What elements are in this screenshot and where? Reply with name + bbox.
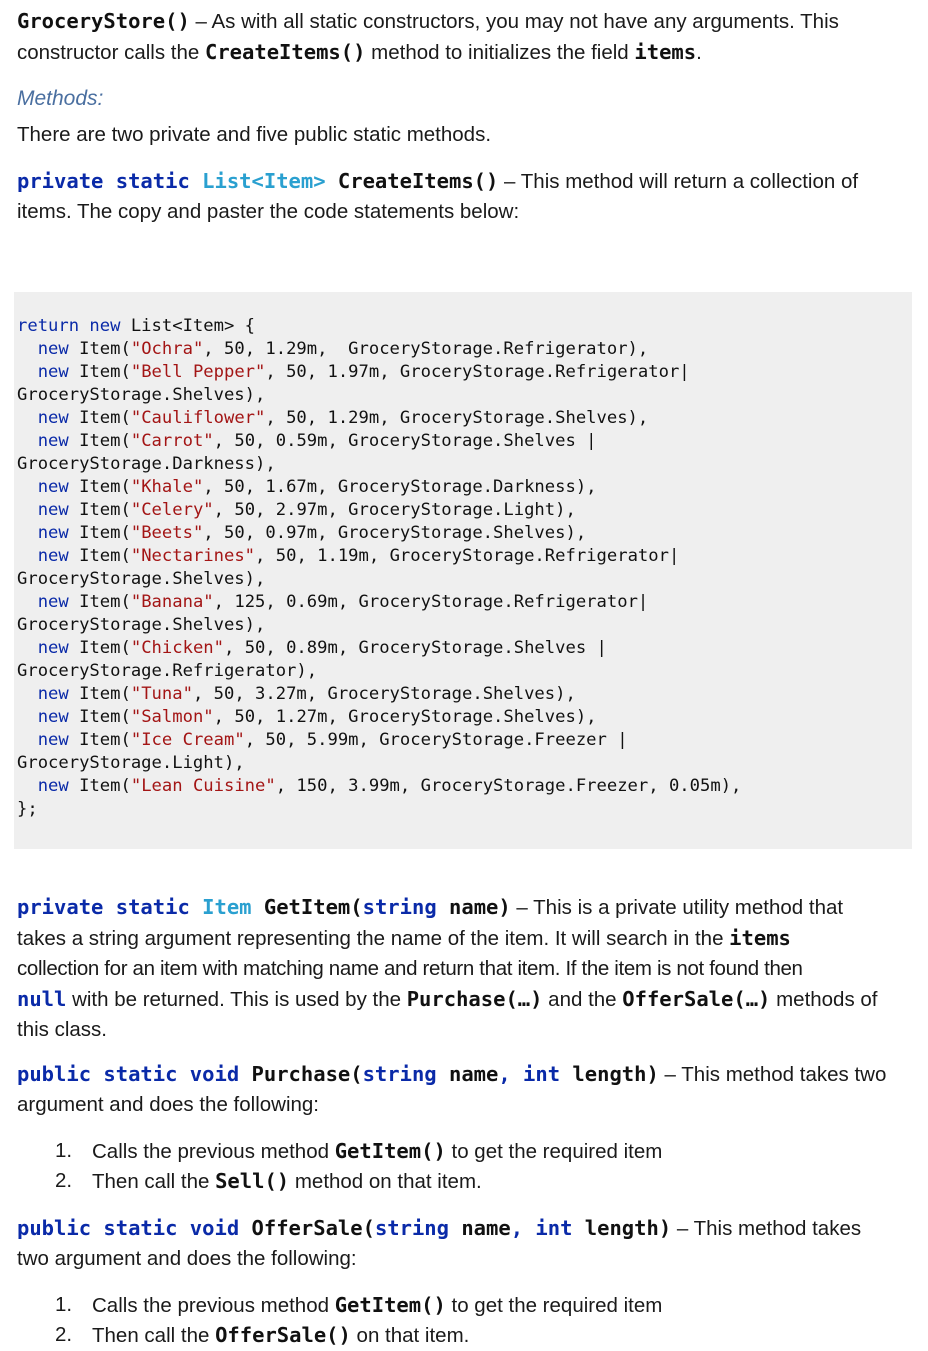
code-text: , 50, 0.59m, GroceryStorage.Shelves |	[213, 431, 597, 451]
code-text	[17, 523, 38, 543]
purchase-line-2: argument and does the following:	[17, 1093, 320, 1116]
code-text: , 50, 0.89m, GroceryStorage.Shelves |	[224, 638, 607, 658]
constructor-text-2: method to initializes the field	[365, 41, 635, 64]
create-items-paragraph	[17, 166, 912, 227]
code-line	[17, 752, 245, 775]
code-text: , 50, 3.27m, GroceryStorage.Shelves),	[192, 684, 576, 704]
code-text: Item(	[79, 546, 131, 566]
methods-intro: There are two private and five public static methods.	[17, 123, 492, 146]
create-items-line-2: items. The copy and paster the code statements below:	[17, 200, 520, 223]
purchase-comma: ,	[498, 1062, 511, 1086]
code-text: };	[17, 799, 38, 819]
code-text: Item(	[79, 477, 131, 497]
constructor-text-3: .	[696, 41, 702, 64]
code-text: Item(	[79, 431, 131, 451]
code-line	[17, 798, 38, 821]
purchase-paragraph	[17, 1059, 912, 1120]
get-item-paragraph	[17, 892, 912, 1045]
offersale-comma: ,	[510, 1216, 524, 1240]
list-text	[92, 1166, 482, 1197]
list-number: 1.	[55, 1293, 73, 1316]
code-text	[17, 339, 38, 359]
purchase-text-1: – This method takes two	[658, 1063, 887, 1086]
list-text-post: to get the required item	[445, 1294, 663, 1317]
get-item-param: name)	[436, 895, 511, 919]
get-item-purchase-ref: Purchase(…)	[406, 987, 543, 1011]
purchase-param-type-1: string	[362, 1062, 437, 1086]
code-line	[17, 614, 265, 637]
create-items-text-1: – This method will return a collection of	[498, 170, 859, 193]
get-item-null: null	[17, 987, 67, 1011]
code-text	[17, 500, 38, 520]
code-text	[17, 431, 38, 451]
code-keyword: new	[37, 362, 80, 382]
code-string: "Ice Cream"	[130, 730, 245, 750]
code-text: , 50, 2.97m, GroceryStorage.Light),	[213, 500, 576, 520]
list-text-pre: Then call the	[92, 1324, 216, 1347]
list-code: OfferSale()	[215, 1323, 351, 1347]
list-item	[17, 1320, 912, 1350]
code-string: "Lean Cuisine"	[130, 776, 276, 796]
code-text: , 50, 5.99m, GroceryStorage.Freezer |	[244, 730, 628, 750]
create-items-return-type: List<Item>	[202, 169, 326, 193]
code-keyword: new	[37, 339, 80, 359]
code-line	[17, 568, 265, 591]
get-item-text-2: takes a string argument representing the name of the item. It will search in the	[17, 927, 730, 950]
create-items-keywords: private static	[17, 169, 203, 193]
code-text: , 50, 0.97m, GroceryStorage.Shelves),	[203, 523, 587, 543]
constructor-dash: –	[189, 10, 212, 33]
code-text: GroceryStorage.Shelves),	[17, 569, 266, 589]
get-item-text-1: – This is a private utility method that	[510, 896, 844, 919]
code-line	[17, 660, 317, 683]
code-line	[17, 407, 648, 430]
code-line	[17, 775, 741, 798]
code-text: , 50, 1.29m, GroceryStorage.Refrigerator),	[203, 339, 649, 359]
code-string: "Cauliflower"	[130, 408, 266, 428]
offersale-name: OfferSale(	[239, 1216, 375, 1240]
code-text: Item(	[79, 592, 131, 612]
code-text: Item(	[79, 776, 131, 796]
code-keyword: new	[37, 477, 80, 497]
offersale-paragraph	[17, 1213, 912, 1274]
get-item-text-6: methods of	[770, 988, 878, 1011]
purchase-keywords: public static void	[17, 1062, 240, 1086]
code-line	[17, 591, 648, 614]
code-text: , 50, 1.29m, GroceryStorage.Shelves),	[265, 408, 649, 428]
offersale-line-1	[17, 1213, 912, 1244]
offersale-line-2: two argument and does the following:	[17, 1247, 357, 1270]
get-item-text-5: and the	[542, 988, 623, 1011]
constructor-call: CreateItems()	[205, 40, 366, 64]
code-text: GroceryStorage.Shelves),	[17, 385, 266, 405]
purchase-line-1	[17, 1059, 912, 1090]
get-item-return-type: Item	[202, 895, 252, 919]
get-item-line-3: collection for an item with matching name and return that item. If the item is not found then	[17, 957, 803, 980]
code-text: Item(	[79, 684, 131, 704]
list-code: GetItem()	[334, 1139, 446, 1163]
code-string: "Nectarines"	[130, 546, 256, 566]
code-line	[17, 729, 628, 752]
code-line	[17, 499, 576, 522]
get-item-field: items	[729, 926, 791, 950]
code-string: "Celery"	[130, 500, 214, 520]
offersale-param-1: name	[449, 1216, 511, 1240]
methods-heading: Methods:	[17, 87, 104, 110]
constructor-signature: GroceryStore()	[17, 9, 190, 33]
code-string: "Tuna"	[130, 684, 193, 704]
code-string: "Beets"	[130, 523, 204, 543]
list-item	[17, 1166, 912, 1196]
get-item-text-4: with be returned. This is used by the	[66, 988, 407, 1011]
get-item-line-5: this class.	[17, 1018, 107, 1041]
list-text-post: method on that item.	[289, 1170, 482, 1193]
code-keyword: new	[37, 638, 80, 658]
code-line	[17, 637, 607, 660]
code-text	[17, 776, 38, 796]
list-number: 2.	[55, 1169, 73, 1192]
offersale-param-2: length)	[572, 1216, 672, 1240]
list-item	[17, 1290, 912, 1320]
get-item-offersale-ref: OfferSale(…)	[622, 987, 771, 1011]
constructor-field: items	[634, 40, 697, 64]
purchase-param-type-2: int	[510, 1062, 561, 1086]
code-text	[17, 730, 38, 750]
code-text: GroceryStorage.Light),	[17, 753, 245, 773]
list-text-pre: Calls the previous method	[92, 1140, 335, 1163]
code-keyword: new	[37, 730, 80, 750]
code-string: "Banana"	[130, 592, 214, 612]
list-text-pre: Calls the previous method	[92, 1294, 335, 1317]
code-text: Item(	[79, 500, 131, 520]
list-number: 1.	[55, 1139, 73, 1162]
constructor-text-1: As with all static constructors, you may not have any arguments. This constructor calls the	[17, 10, 839, 64]
code-line	[17, 545, 679, 568]
offersale-param-type-1: string	[374, 1216, 449, 1240]
code-text	[17, 362, 38, 382]
code-text	[17, 684, 38, 704]
code-string: "Bell Pepper"	[130, 362, 266, 382]
code-text: Item(	[79, 523, 131, 543]
get-item-param-type: string	[362, 895, 437, 919]
code-text: , 125, 0.69m, GroceryStorage.Refrigerator|	[213, 592, 649, 612]
code-text	[17, 638, 38, 658]
code-keyword: new	[37, 431, 80, 451]
code-line	[17, 522, 586, 545]
list-number: 2.	[55, 1323, 73, 1346]
code-text: , 50, 1.27m, GroceryStorage.Shelves),	[213, 707, 597, 727]
code-text	[17, 477, 38, 497]
code-string: "Chicken"	[130, 638, 224, 658]
offersale-text-1: – This method takes	[671, 1217, 862, 1240]
code-text: , 50, 1.19m, GroceryStorage.Refrigerator|	[255, 546, 680, 566]
create-items-line-1	[17, 166, 912, 197]
purchase-param-1: name	[436, 1062, 499, 1086]
code-text: , 50, 1.67m, GroceryStorage.Darkness),	[203, 477, 597, 497]
list-text	[92, 1320, 469, 1351]
list-text	[92, 1136, 662, 1167]
code-text: GroceryStorage.Shelves),	[17, 615, 266, 635]
purchase-name: Purchase(	[239, 1062, 363, 1086]
code-line	[17, 384, 265, 407]
code-keyword: new	[37, 408, 80, 428]
code-line	[17, 430, 597, 453]
code-text	[17, 592, 38, 612]
code-text	[17, 546, 38, 566]
code-text	[17, 707, 38, 727]
list-item	[17, 1136, 912, 1166]
code-text: Item(	[79, 707, 131, 727]
list-code: Sell()	[215, 1169, 290, 1193]
code-keyword: new	[37, 523, 80, 543]
constructor-paragraph	[17, 6, 912, 68]
get-item-line-2	[17, 923, 912, 954]
code-line	[17, 476, 597, 499]
purchase-param-2: length)	[560, 1062, 659, 1086]
code-keyword: new	[37, 684, 80, 704]
code-text: Item(	[79, 638, 131, 658]
offersale-param-type-2: int	[523, 1216, 573, 1240]
code-text: , 50, 1.97m, GroceryStorage.Refrigerator|	[265, 362, 690, 382]
get-item-line-4	[17, 984, 912, 1015]
get-item-name: GetItem(	[251, 895, 363, 919]
code-text: Item(	[79, 408, 131, 428]
code-line	[17, 706, 597, 729]
code-line	[17, 361, 690, 384]
code-string: "Khale"	[130, 477, 204, 497]
code-line	[17, 453, 276, 476]
code-text	[17, 408, 38, 428]
code-text: Item(	[79, 730, 131, 750]
purchase-steps-list	[17, 1136, 912, 1196]
list-code: GetItem()	[334, 1293, 446, 1317]
code-keyword: new	[37, 500, 80, 520]
offersale-keywords: public static void	[17, 1216, 240, 1240]
code-text: GroceryStorage.Darkness),	[17, 454, 276, 474]
list-text-post: to get the required item	[445, 1140, 663, 1163]
code-keyword: new	[37, 546, 80, 566]
code-keyword: return new	[17, 316, 131, 336]
list-text-pre: Then call the	[92, 1170, 216, 1193]
code-string: "Ochra"	[130, 339, 204, 359]
offersale-steps-list	[17, 1290, 912, 1350]
code-text: List<Item> {	[130, 316, 256, 336]
code-string: "Carrot"	[130, 431, 214, 451]
list-text-post: on that item.	[350, 1324, 470, 1347]
code-line	[17, 315, 255, 338]
code-keyword: new	[37, 592, 80, 612]
code-text: Item(	[79, 339, 131, 359]
create-items-name: CreateItems()	[325, 169, 499, 193]
get-item-keywords: private static	[17, 895, 203, 919]
code-string: "Salmon"	[130, 707, 214, 727]
code-text: Item(	[79, 362, 131, 382]
code-keyword: new	[37, 707, 80, 727]
get-item-line-1	[17, 892, 912, 923]
code-text: , 150, 3.99m, GroceryStorage.Freezer, 0.05m),	[275, 776, 742, 796]
list-text	[92, 1290, 662, 1321]
code-keyword: new	[37, 776, 80, 796]
code-line	[17, 338, 648, 361]
code-line	[17, 683, 576, 706]
code-text: GroceryStorage.Refrigerator),	[17, 661, 318, 681]
